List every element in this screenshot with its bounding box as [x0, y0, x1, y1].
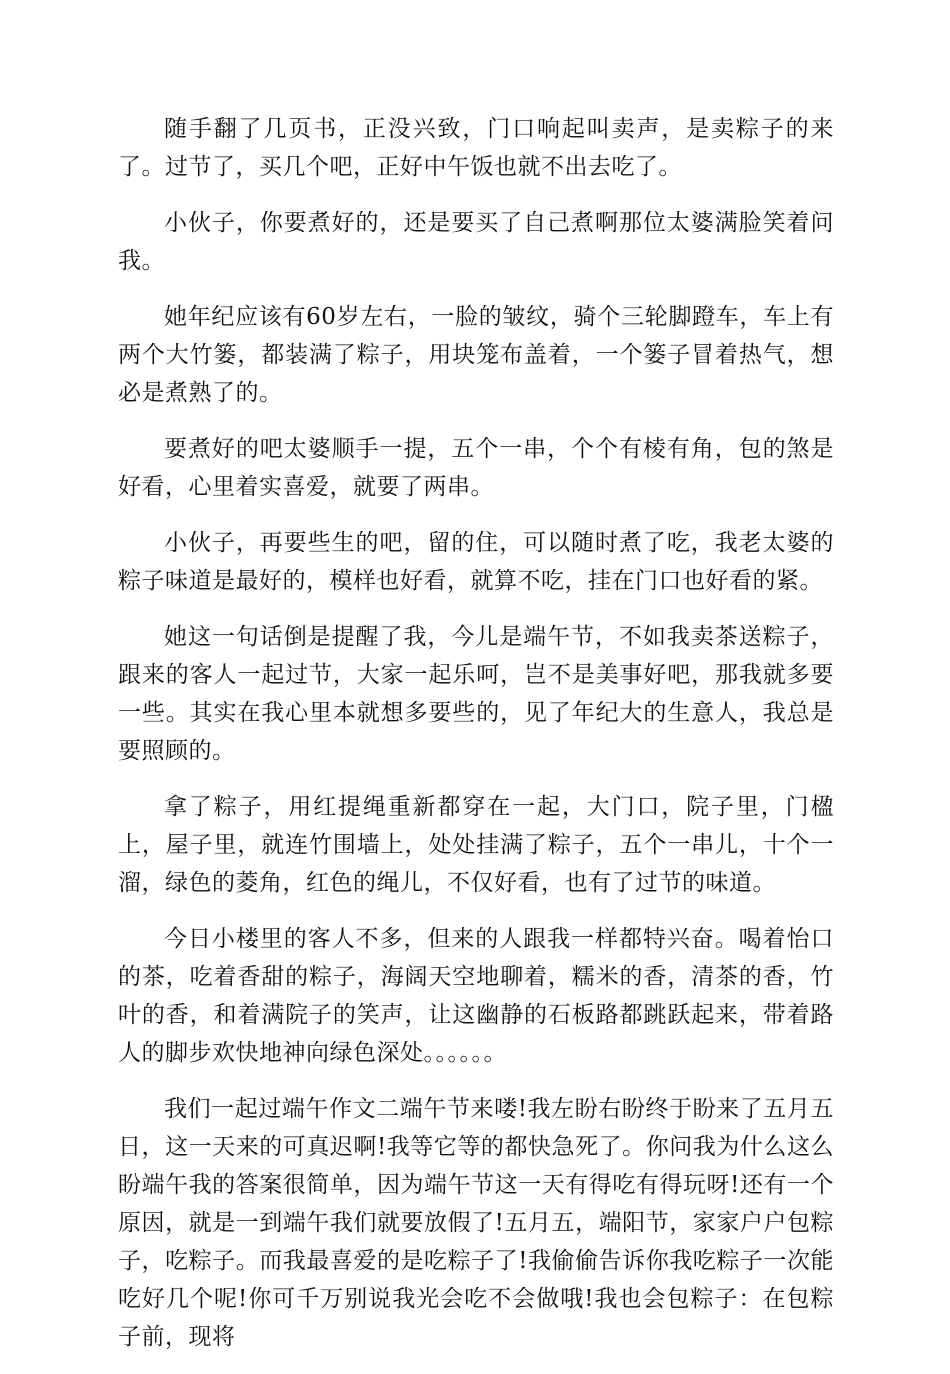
paragraph: 我们一起过端午作文二端午节来喽!我左盼右盼终于盼来了五月五日，这一天来的可真迟啊!我等它等的都快急死了。你问我为什么这么盼端午我的答案很简单，因为端午节这一天有得吃有得玩呀!还有一个原因，就是一到端午我们就要放假了!五月五，端阳节，家家户户包粽子，吃粽子。而我最喜爱的是吃粽子了!我偷偷告诉你我吃粽子一次能吃好几个呢!你可千万别说我光会吃不会做哦!我也会包粽子：在包粽子前，现将 — [118, 1096, 834, 1350]
paragraph: 拿了粽子，用红提绳重新都穿在一起，大门口，院子里，门楹上，屋子里，就连竹围墙上，处处挂满了粽子，五个一串儿，十个一溜，绿色的菱角，红色的绳儿，不仅好看，也有了过节的味道。 — [118, 794, 834, 896]
paragraph: 随手翻了几页书，正没兴致，门口响起叫卖声，是卖粽子的来了。过节了，买几个吧，正好中午饭也就不出去吃了。 — [118, 116, 834, 180]
paragraph: 小伙子，再要些生的吧，留的住，可以随时煮了吃，我老太婆的粽子味道是最好的，模样也好看，就算不吃，挂在门口也好看的紧。 — [118, 530, 834, 594]
paragraph: 她年纪应该有60岁左右，一脸的皱纹，骑个三轮脚蹬车，车上有两个大竹篓，都装满了粽子，用块笼布盖着，一个篓子冒着热气，想必是煮熟了的。 — [118, 304, 834, 406]
paragraph: 她这一句话倒是提醒了我，今儿是端午节，不如我卖茶送粽子，跟来的客人一起过节，大家一起乐呵，岂不是美事好吧，那我就多要一些。其实在我心里本就想多要些的，见了年纪大的生意人，我总是要照顾的。 — [118, 624, 834, 764]
document-body — [118, 110, 834, 1374]
paragraph: 要煮好的吧太婆顺手一提，五个一串，个个有棱有角，包的煞是好看，心里着实喜爱，就要了两串。 — [118, 436, 834, 500]
paragraph: 今日小楼里的客人不多，但来的人跟我一样都特兴奋。喝着怡口的茶，吃着香甜的粽子，海阔天空地聊着，糯米的香，清茶的香，竹叶的香，和着满院子的笑声，让这幽静的石板路都跳跃起来，带着路人的脚步欢快地神向绿色深处。。。。。。 — [118, 926, 834, 1066]
paragraph: 小伙子，你要煮好的，还是要买了自己煮啊那位太婆满脸笑着问我。 — [118, 210, 834, 274]
